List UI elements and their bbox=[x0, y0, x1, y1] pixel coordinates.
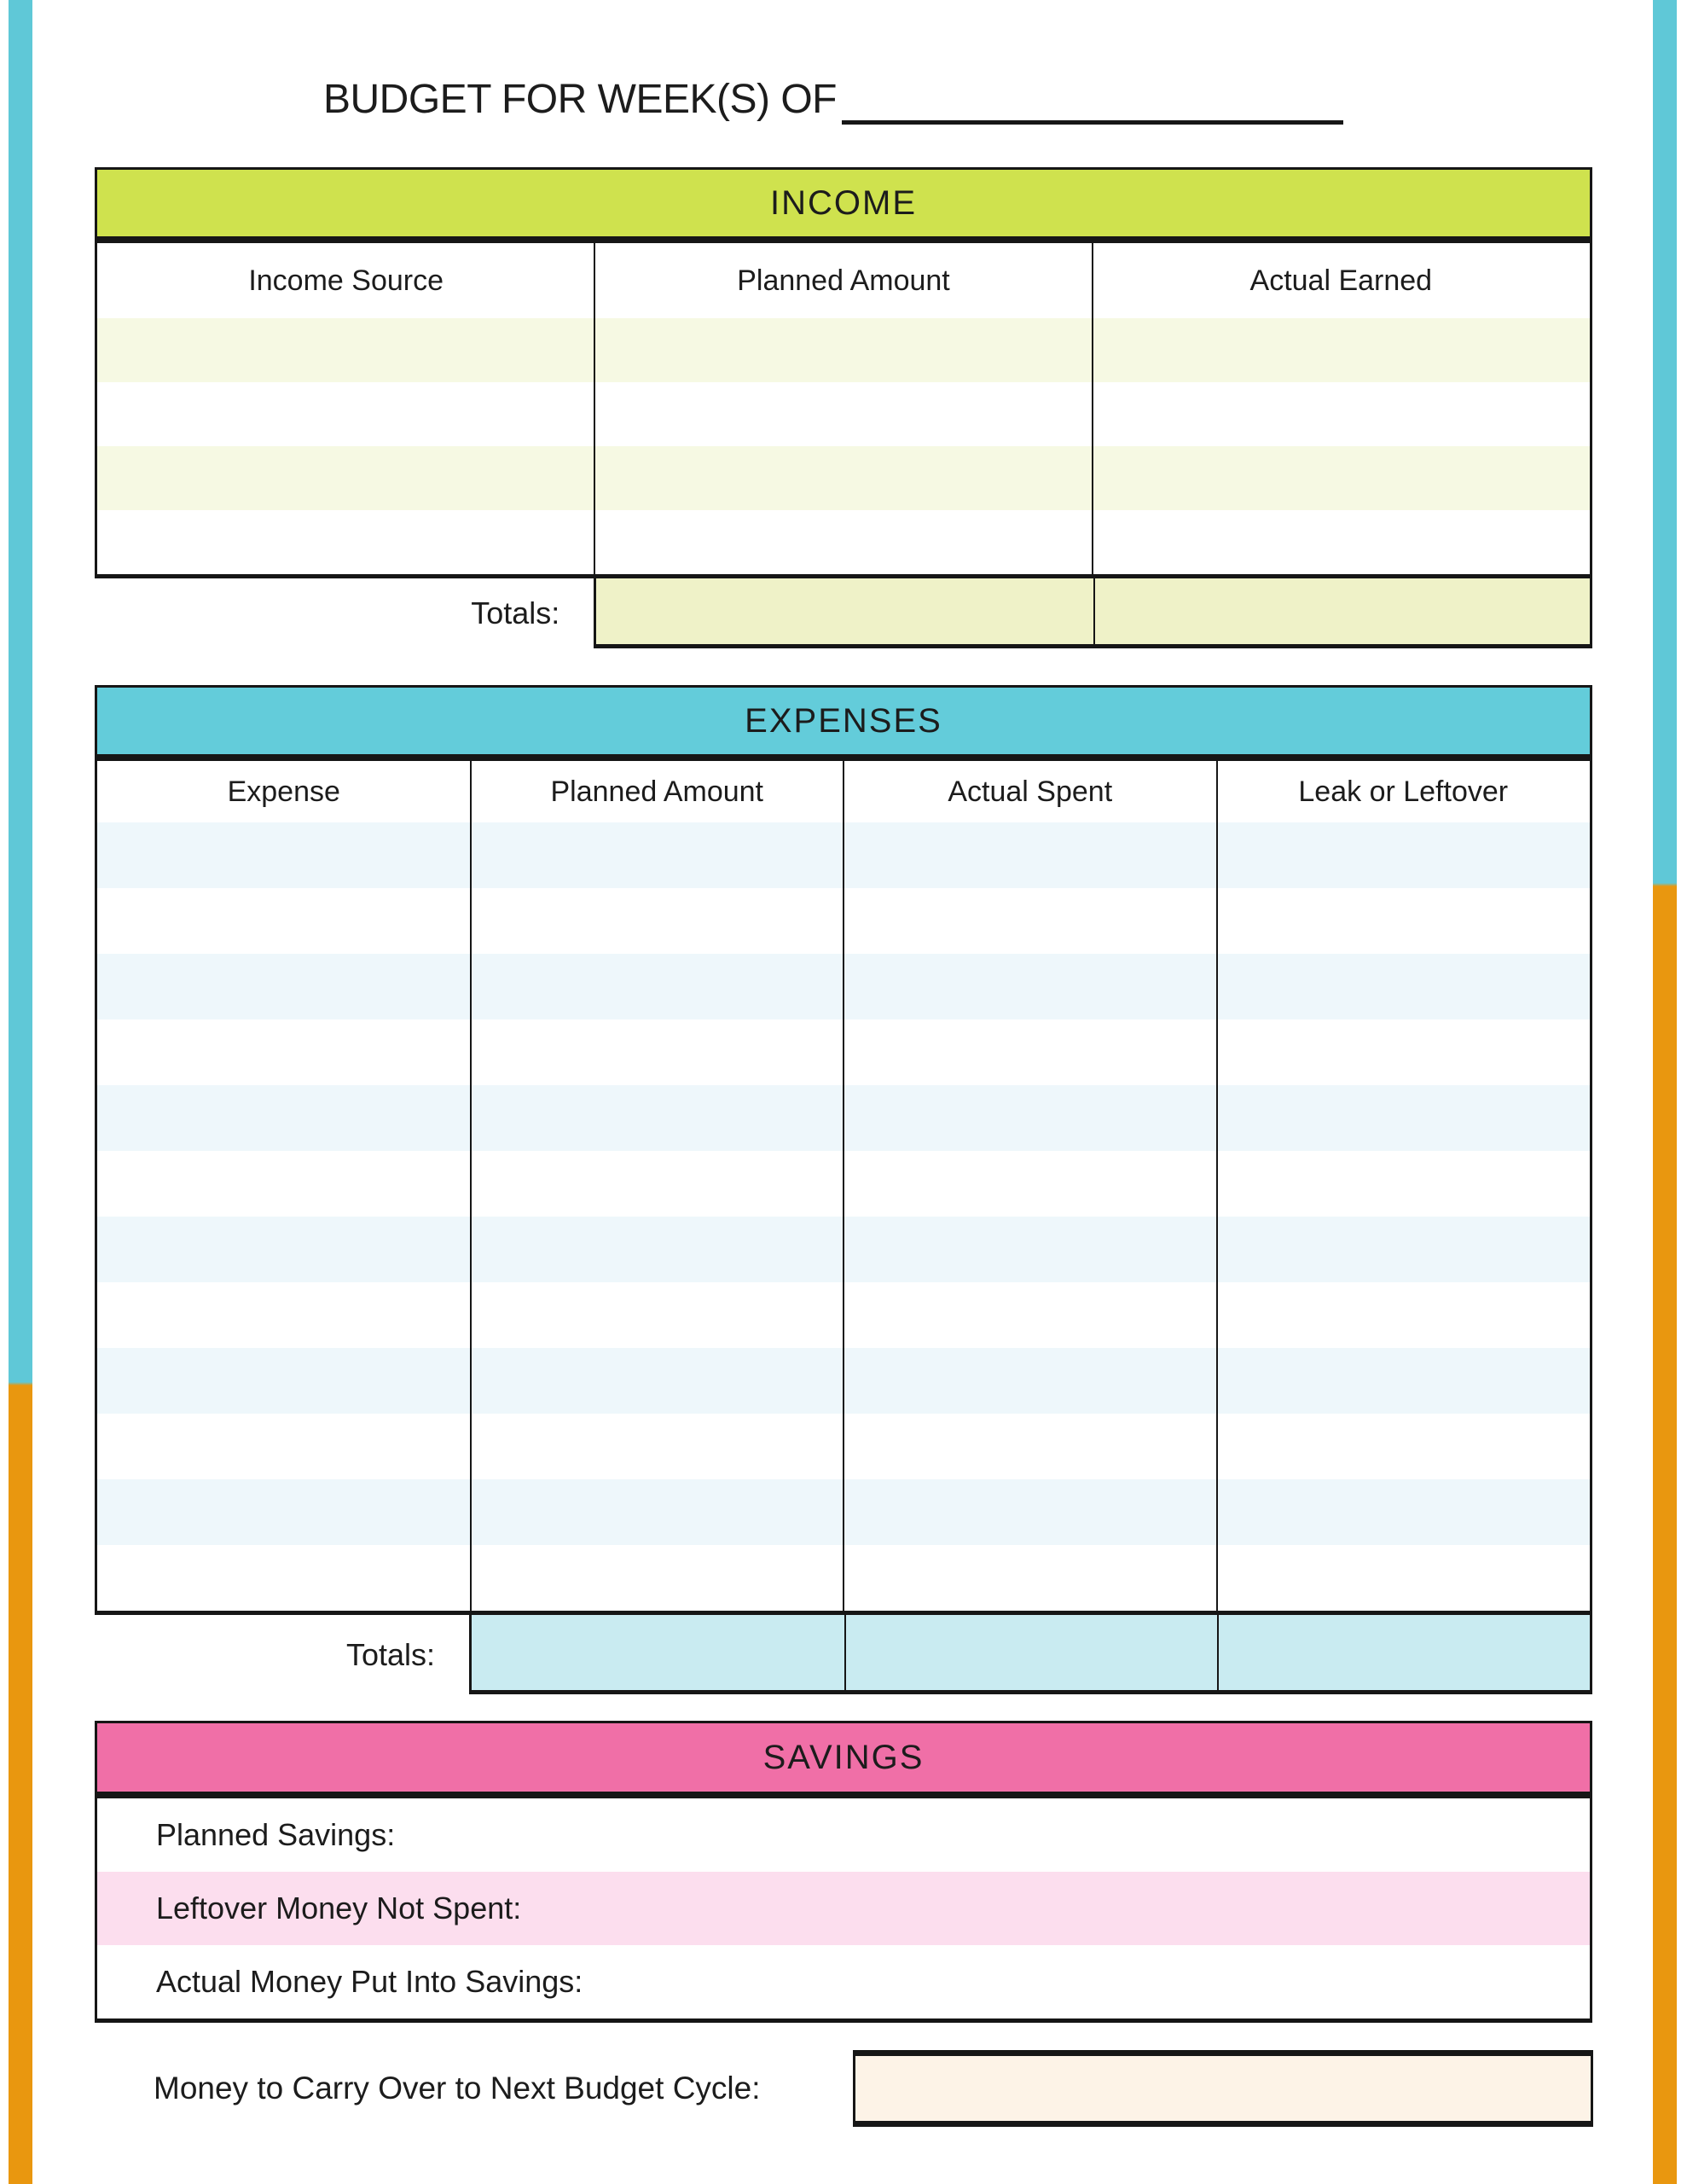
savings-row-planned[interactable] bbox=[97, 1798, 1590, 1872]
income-column-header-row bbox=[97, 243, 1590, 318]
empty-cell[interactable] bbox=[844, 1545, 1217, 1611]
empty-cell[interactable] bbox=[471, 1282, 844, 1348]
empty-cell[interactable] bbox=[471, 888, 844, 954]
empty-cell[interactable] bbox=[97, 510, 594, 574]
income-totals-row bbox=[95, 578, 1592, 648]
savings-section-header bbox=[95, 1721, 1592, 1794]
expenses-col-header-spent: Actual Spent bbox=[948, 775, 1113, 808]
expenses-section-header bbox=[95, 685, 1592, 757]
empty-cell[interactable] bbox=[471, 1545, 844, 1611]
income-section-title: INCOME bbox=[770, 183, 917, 222]
income-totals-cells bbox=[594, 578, 1592, 648]
empty-cell[interactable] bbox=[844, 1282, 1217, 1348]
empty-cell[interactable] bbox=[1093, 318, 1590, 382]
empty-cell[interactable] bbox=[1217, 1479, 1591, 1545]
empty-cell[interactable] bbox=[844, 1151, 1217, 1217]
empty-cell[interactable] bbox=[844, 1348, 1217, 1414]
table-row bbox=[97, 446, 1590, 510]
empty-cell[interactable] bbox=[1093, 510, 1590, 574]
empty-cell[interactable] bbox=[844, 888, 1217, 954]
empty-cell[interactable] bbox=[97, 1217, 471, 1282]
expenses-total-spent-cell[interactable] bbox=[844, 1615, 1217, 1690]
empty-cell[interactable] bbox=[97, 1479, 471, 1545]
expenses-column-divider bbox=[1216, 761, 1218, 1611]
empty-cell[interactable] bbox=[97, 446, 594, 510]
empty-cell[interactable] bbox=[471, 954, 844, 1019]
empty-cell[interactable] bbox=[471, 1414, 844, 1479]
savings-row-leftover[interactable] bbox=[97, 1872, 1590, 1945]
empty-cell[interactable] bbox=[97, 1414, 471, 1479]
empty-cell[interactable] bbox=[844, 1217, 1217, 1282]
empty-cell[interactable] bbox=[844, 954, 1217, 1019]
empty-cell[interactable] bbox=[471, 1217, 844, 1282]
income-total-actual-cell[interactable] bbox=[1093, 578, 1590, 644]
empty-cell[interactable] bbox=[844, 1414, 1217, 1479]
empty-cell[interactable] bbox=[594, 318, 1092, 382]
savings-row-actual[interactable] bbox=[97, 1945, 1590, 2018]
carryover-amount-box[interactable] bbox=[853, 2050, 1593, 2127]
empty-cell[interactable] bbox=[97, 1085, 471, 1151]
savings-section-title: SAVINGS bbox=[762, 1738, 925, 1776]
empty-cell[interactable] bbox=[1217, 1545, 1591, 1611]
empty-cell[interactable] bbox=[594, 510, 1092, 574]
expenses-totals-label: Totals: bbox=[345, 1636, 435, 1672]
empty-cell[interactable] bbox=[97, 1282, 471, 1348]
expenses-section bbox=[95, 685, 1592, 1694]
empty-cell[interactable] bbox=[97, 888, 471, 954]
income-totals-label: Totals: bbox=[471, 595, 560, 630]
empty-cell[interactable] bbox=[594, 382, 1092, 446]
empty-cell[interactable] bbox=[1093, 382, 1590, 446]
empty-cell[interactable] bbox=[1217, 888, 1591, 954]
empty-cell[interactable] bbox=[1217, 1414, 1591, 1479]
empty-cell[interactable] bbox=[97, 382, 594, 446]
expenses-column-divider bbox=[843, 761, 844, 1611]
expenses-section-title: EXPENSES bbox=[745, 701, 942, 740]
empty-cell[interactable] bbox=[97, 1019, 471, 1085]
income-rows bbox=[97, 318, 1590, 574]
empty-cell[interactable] bbox=[1217, 1151, 1591, 1217]
page-title-row bbox=[323, 75, 1343, 125]
expenses-column-divider bbox=[470, 761, 472, 1611]
expenses-col-header-leak: Leak or Leftover bbox=[1298, 775, 1509, 808]
savings-row-leftover-label: Leftover Money Not Spent: bbox=[156, 1891, 522, 1926]
empty-cell[interactable] bbox=[97, 1545, 471, 1611]
income-col-header-source: Income Source bbox=[248, 264, 443, 297]
expenses-col-header-expense: Expense bbox=[227, 775, 340, 808]
expenses-total-planned-cell[interactable] bbox=[472, 1615, 844, 1690]
empty-cell[interactable] bbox=[97, 1348, 471, 1414]
week-date-fill-in-line[interactable] bbox=[842, 90, 1343, 125]
empty-cell[interactable] bbox=[471, 1085, 844, 1151]
empty-cell[interactable] bbox=[97, 822, 471, 888]
table-row bbox=[97, 318, 1590, 382]
empty-cell[interactable] bbox=[594, 446, 1092, 510]
empty-cell[interactable] bbox=[1093, 446, 1590, 510]
empty-cell[interactable] bbox=[844, 1479, 1217, 1545]
carryover-row bbox=[95, 2050, 1593, 2127]
empty-cell[interactable] bbox=[844, 822, 1217, 888]
empty-cell[interactable] bbox=[844, 1019, 1217, 1085]
savings-section bbox=[95, 1721, 1592, 2023]
empty-cell[interactable] bbox=[471, 1019, 844, 1085]
empty-cell[interactable] bbox=[1217, 954, 1591, 1019]
income-column-divider bbox=[1092, 243, 1093, 574]
left-accent-bar bbox=[9, 0, 32, 2184]
empty-cell[interactable] bbox=[1217, 1019, 1591, 1085]
income-col-header-actual: Actual Earned bbox=[1249, 264, 1433, 297]
income-col-header-planned: Planned Amount bbox=[737, 264, 950, 297]
empty-cell[interactable] bbox=[844, 1085, 1217, 1151]
empty-cell[interactable] bbox=[471, 822, 844, 888]
empty-cell[interactable] bbox=[97, 1151, 471, 1217]
page-title: BUDGET FOR WEEK(S) OF bbox=[323, 77, 837, 122]
empty-cell[interactable] bbox=[471, 1348, 844, 1414]
empty-cell[interactable] bbox=[1217, 1348, 1591, 1414]
expenses-table-body bbox=[95, 757, 1592, 1615]
expenses-totals-row bbox=[95, 1615, 1592, 1694]
expenses-totals-cells bbox=[469, 1615, 1592, 1694]
empty-cell[interactable] bbox=[97, 954, 471, 1019]
empty-cell[interactable] bbox=[97, 318, 594, 382]
income-column-divider bbox=[594, 243, 595, 574]
right-accent-bar bbox=[1653, 0, 1677, 2184]
table-row bbox=[97, 382, 1590, 446]
savings-row-actual-label: Actual Money Put Into Savings: bbox=[156, 1964, 583, 1999]
income-total-planned-cell[interactable] bbox=[596, 578, 1093, 644]
income-table-body bbox=[95, 239, 1592, 578]
carryover-label: Money to Carry Over to Next Budget Cycle: bbox=[154, 2071, 761, 2106]
expenses-col-header-planned: Planned Amount bbox=[550, 775, 764, 808]
table-row bbox=[97, 510, 1590, 574]
savings-row-planned-label: Planned Savings: bbox=[156, 1817, 396, 1852]
savings-table-body bbox=[95, 1794, 1592, 2023]
income-section bbox=[95, 167, 1592, 648]
empty-cell[interactable] bbox=[1217, 822, 1591, 888]
expenses-total-leak-cell[interactable] bbox=[1217, 1615, 1590, 1690]
empty-cell[interactable] bbox=[1217, 1217, 1591, 1282]
income-section-header bbox=[95, 167, 1592, 239]
empty-cell[interactable] bbox=[471, 1479, 844, 1545]
empty-cell[interactable] bbox=[1217, 1282, 1591, 1348]
empty-cell[interactable] bbox=[1217, 1085, 1591, 1151]
empty-cell[interactable] bbox=[471, 1151, 844, 1217]
